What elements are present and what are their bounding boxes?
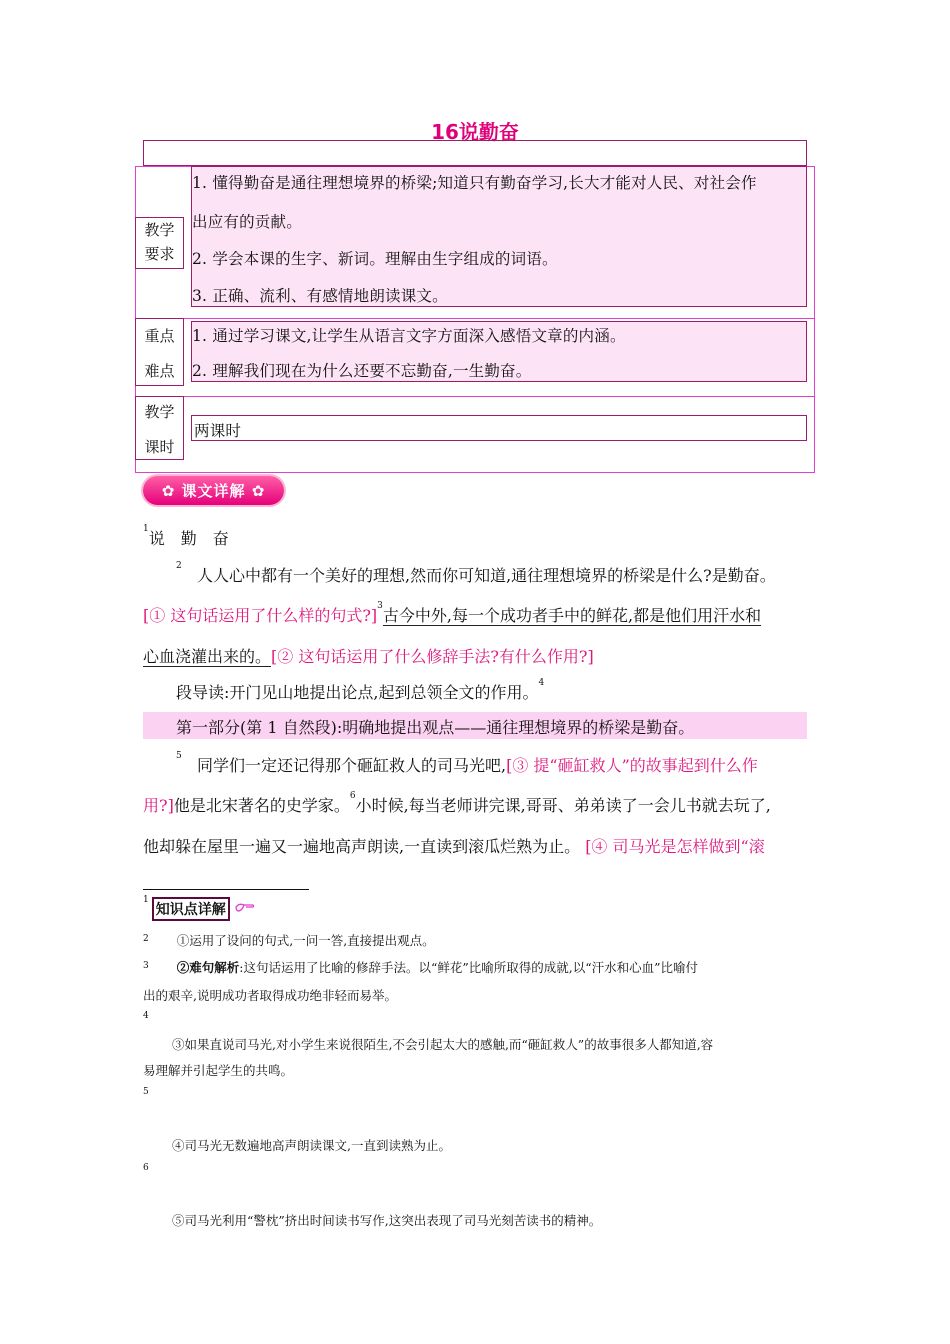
note-1 (143, 928, 435, 954)
note-2 (143, 955, 823, 981)
paragraph-text: 同学们一定还记得那个砸缸救人的司马光吧, (197, 756, 507, 775)
paragraph-text: 人人心中都有一个美好的理想,然而你可知道,通往理想境界的桥梁是什么?是勤奋。 (197, 566, 776, 585)
page-title: 16说勤奋 (431, 120, 519, 144)
req-line-3: 2. 学会本课的生字、新词。理解由生字组成的词语。 (192, 250, 558, 268)
notes-header-label: 知识点详解 (152, 897, 230, 921)
question-3-end: 用?] (143, 796, 174, 815)
footnote-ref: 5 (176, 751, 182, 761)
footnote-ref: 4 (538, 678, 545, 688)
req-line-4: 3. 正确、流利、有感情地朗读课文。 (192, 287, 448, 305)
paragraph-text: 他是北宋著名的史学家。 (173, 796, 350, 815)
underlined-sentence: 古今中外,每一个成功者手中的鲜花,都是他们用汗水和 (382, 606, 762, 625)
req-label-cell (135, 217, 184, 269)
key-label-1: 重点 (144, 327, 175, 345)
footnote-ref: 5 (143, 1087, 149, 1097)
key-label-cell (135, 318, 184, 386)
underlined-sentence: 心血浇灌出来的。 (143, 647, 272, 666)
footnote-ref: 6 (143, 1163, 149, 1173)
time-label-cell (135, 396, 184, 460)
paragraph-text: 小时候,每当老师讲完课,哥哥、弟弟读了一会儿书就去玩了, (355, 796, 771, 815)
note-bold: ②难句解析 (176, 960, 240, 975)
key-label-2: 难点 (144, 362, 175, 380)
time-content-cell (191, 415, 807, 441)
note-3: ③如果直说司马光,对小学生来说很陌生,不会引起太大的感触,而“砸缸救人”的故事很多人都知道,容 (172, 1037, 714, 1052)
footnote-ref: 1 (143, 524, 149, 534)
section-badge: ✿ 课文详解 ✿ (143, 476, 284, 505)
part-summary (143, 712, 807, 739)
paragraph-2b (143, 644, 594, 667)
guide-text: 段导读:开门见山地提出论点,起到总领全文的作用。 (176, 683, 539, 702)
req-line-1: 1. 懂得勤奋是通往理想境界的桥梁;知道只有勤奋学习,长大才能对人民、对社会作 (192, 174, 757, 192)
req-label-1: 教学 (144, 221, 175, 239)
note-5-ref (143, 1157, 149, 1183)
key-line-2: 2. 理解我们现在为什么还要不忘勤奋,一生勤奋。 (192, 362, 532, 380)
question-3: [③ 提“砸缸救人”的故事起到什么作 (506, 756, 758, 775)
footnote-ref: 3 (377, 601, 383, 611)
paragraph-3a (176, 753, 758, 776)
heading-text: 说 勤 奋 (148, 529, 229, 548)
footnote-ref: 3 (143, 961, 149, 971)
part-summary-text: 第一部分(第 1 自然段):明确地提出观点——通往理想境界的桥梁是勤奋。 (176, 718, 695, 737)
footnote-ref: 1 (143, 895, 149, 905)
paragraph-4b (143, 834, 765, 857)
note-2-cont: 出的艰辛,说明成功者取得成功绝非轻而易举。 (143, 988, 397, 1003)
question-4: [④ 司马光是怎样做到“滚 (585, 837, 765, 856)
footnote-ref: 6 (349, 791, 356, 801)
req-label-2: 要求 (144, 245, 175, 263)
question-2: [② 这句话运用了什么修辞手法?有什么作用?] (271, 647, 594, 666)
question-1: [① 这句话运用了什么样的句式?] (143, 606, 378, 625)
article-heading (143, 526, 229, 549)
note-5: ⑤司马光利用“警枕”挤出时间读书写作,这突出表现了司马光刻苦读书的精神。 (172, 1213, 602, 1228)
req-line-2: 出应有的贡献。 (192, 213, 302, 231)
note-3-cont: 易理解并引起学生的共鸣。 (143, 1063, 294, 1078)
time-label-1: 教学 (144, 403, 175, 421)
note-text: ①运用了设问的句式,一问一答,直接提出观点。 (176, 933, 435, 948)
paragraph-text: 他却躲在屋里一遍又一遍地高声朗读,一直读到滚瓜烂熟为止。 (143, 837, 581, 856)
time-label-2: 课时 (144, 438, 175, 456)
notes-header (143, 897, 255, 921)
paragraph-2a (143, 603, 761, 626)
time-value: 两课时 (194, 422, 242, 440)
footnote-ref: 4 (143, 1011, 149, 1021)
table-divider (135, 318, 815, 319)
paragraph-1 (176, 563, 776, 586)
footnote-separator (143, 889, 309, 890)
note-text: :这句话运用了比喻的修辞手法。以“鲜花”比喻所取得的成就,以“汗水和心血”比喻付 (239, 960, 698, 975)
note-4: ④司马光无数遍地高声朗读课文,一直到读熟为止。 (172, 1138, 451, 1153)
note-4-ref (143, 1081, 149, 1107)
pointing-hand-icon (235, 899, 255, 918)
note-3-ref (143, 1005, 149, 1031)
title-band (143, 140, 807, 166)
table-divider (135, 396, 815, 397)
footnote-ref: 2 (176, 561, 182, 571)
guide-line (176, 680, 544, 703)
paragraph-3b (143, 793, 771, 816)
key-line-1: 1. 通过学习课文,让学生从语言文字方面深入感悟文章的内涵。 (192, 327, 626, 345)
footnote-ref: 2 (143, 934, 149, 944)
